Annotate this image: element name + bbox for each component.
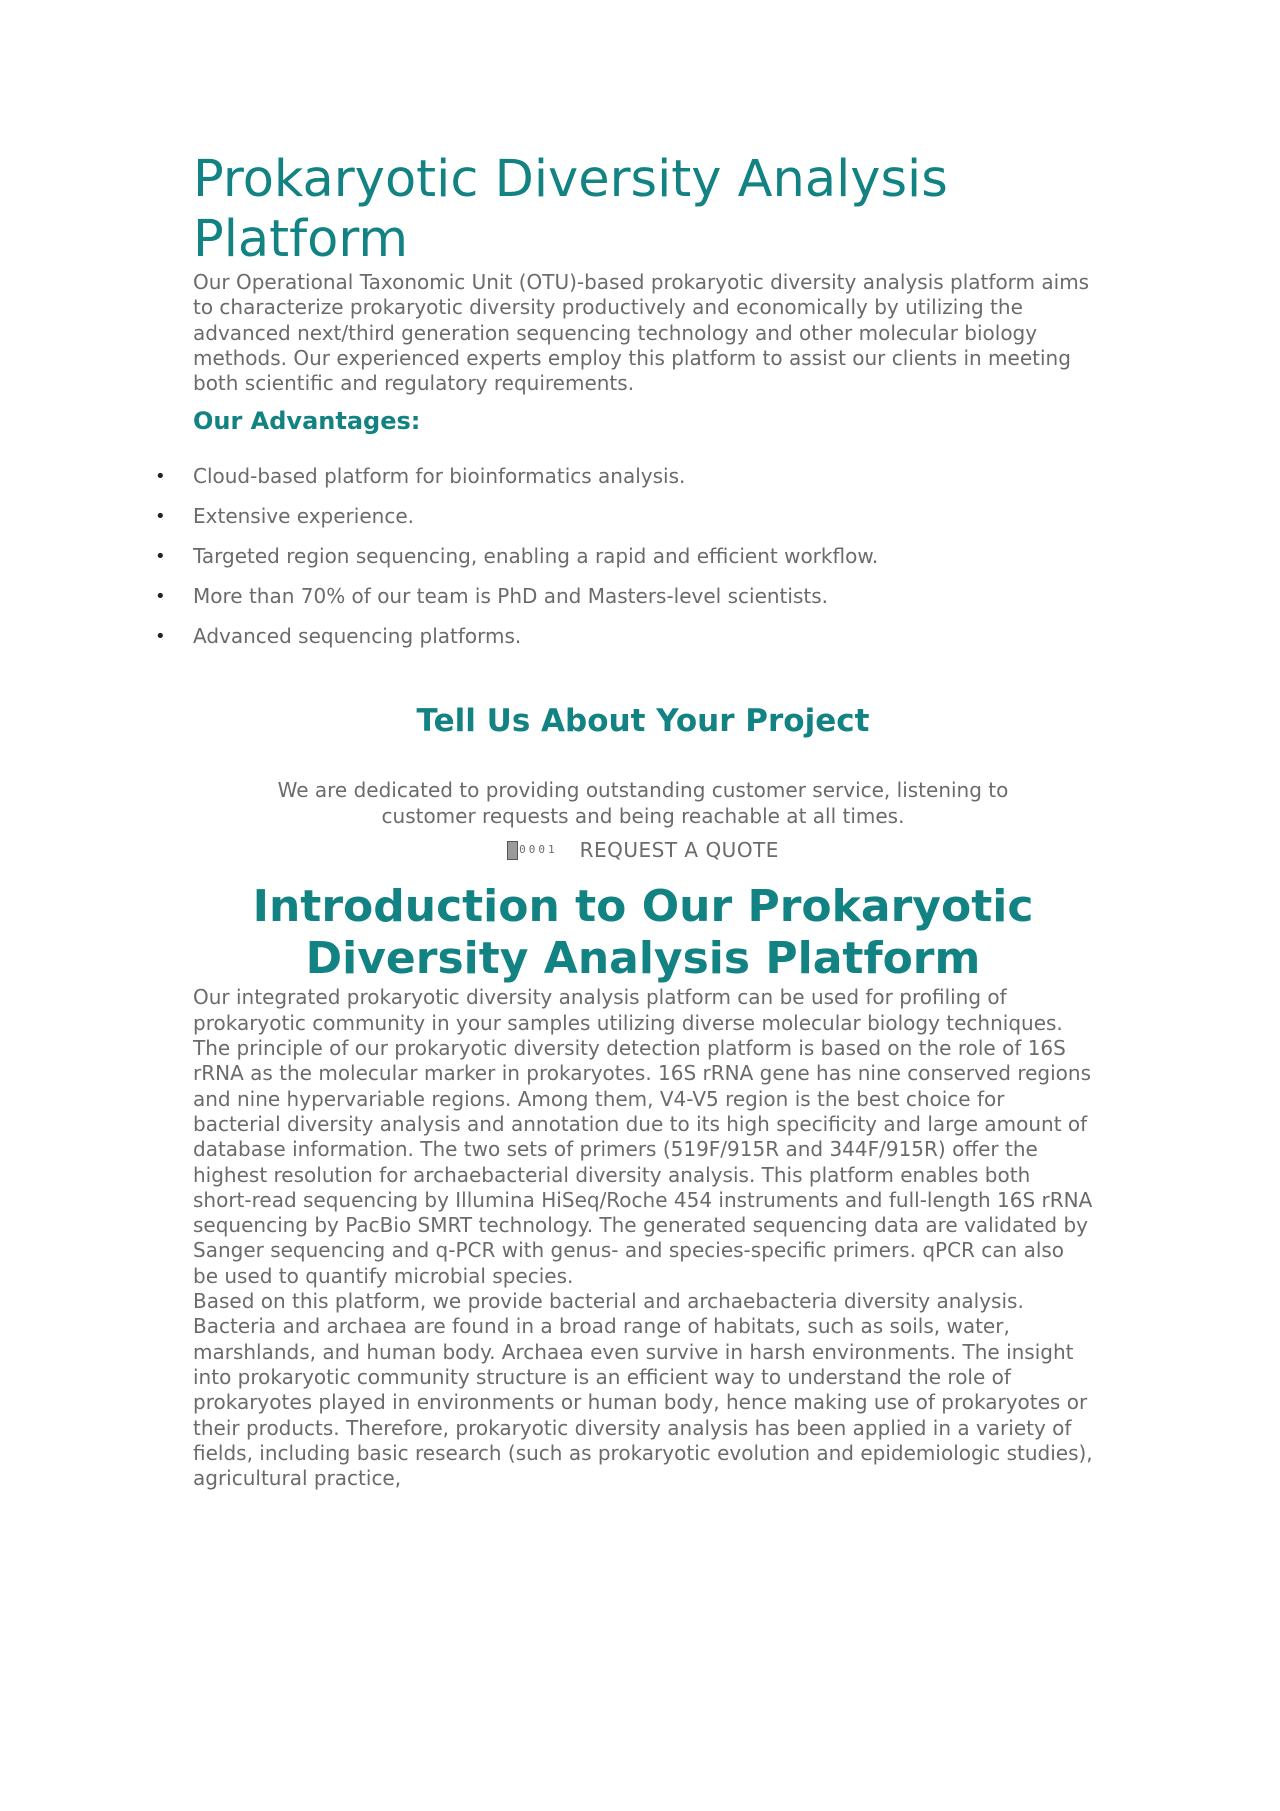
glyph-code: 0001 <box>519 843 558 857</box>
bullet-icon: • <box>155 626 166 648</box>
list-item <box>155 464 1093 489</box>
bullet-icon: • <box>155 466 166 488</box>
bullet-icon: • <box>155 506 166 528</box>
bullet-icon: • <box>155 546 166 568</box>
bullet-icon: • <box>155 586 166 608</box>
list-item <box>155 624 1093 649</box>
project-cta-section <box>193 701 1093 863</box>
page-title: Prokaryotic Diversity Analysis Platform <box>193 150 948 269</box>
advantages-list <box>155 464 1093 649</box>
document-page <box>155 150 1093 1491</box>
cta-text: We are dedicated to providing outstanding customer service, listening to customer requests and being reachable at all times. <box>277 778 1009 829</box>
introduction-heading: Introduction to Our Prokaryotic Diversity Analysis Platform <box>252 881 1034 985</box>
list-item-text: Cloud-based platform for bioinformatics analysis. <box>193 464 686 489</box>
cta-heading: Tell Us About Your Project <box>416 703 870 740</box>
request-quote-row <box>193 837 1093 863</box>
introduction-paragraph-1: Our integrated prokaryotic diversity analysis platform can be used for profiling of prokaryotic community in your samples utilizing diverse molecular biology techniques. The principle of our prokaryotic diversity detection platform is based on the role of 16S rRNA as the molecular marker in prokaryotes. 16S rRNA gene has nine conserved regions and nine hypervariable regions. Among them, V4-V5 region is the best choice for bacterial diversity analysis and annotation due to its high specificity and large amount of database information. The two sets of primers (519F/915R and 344F/915R) offer the highest resolution for archaebacterial diversity analysis. This platform enables both short-read sequencing by Illumina HiSeq/Roche 454 instruments and full-length 16S rRNA sequencing by PacBio SMRT technology. The generated sequencing data are validated by Sanger sequencing and q-PCR with genus- and species-specific primers. qPCR can also be used to quantify microbial species. <box>193 985 1093 1288</box>
intro-paragraph: Our Operational Taxonomic Unit (OTU)-based prokaryotic diversity analysis platform aims to characterize prokaryotic diversity productively and economically by utilizing the advanced next/third generation sequencing technology and other molecular biology methods. Our experienced experts employ this platform to assist our clients in meeting both scientific and regulatory requirements. <box>193 270 1090 396</box>
introduction-paragraph-2: Based on this platform, we provide bacterial and archaebacteria diversity analysis. Bacteria and archaea are found in a broad range of habitats, such as soils, water, marshlands, and human body. Archaea even survive in harsh environments. The insight into prokaryotic community structure is an efficient way to understand the role of prokaryotes played in environments or human body, hence making use of prokaryotes or their products. Therefore, prokaryotic diversity analysis has been applied in a variety of fields, including basic research (such as prokaryotic evolution and epidemiologic studies), agricultural practice, <box>193 1289 1093 1491</box>
missing-glyph-icon <box>507 837 558 863</box>
list-item <box>155 544 1093 569</box>
list-item-text: Targeted region sequencing, enabling a rapid and efficient workflow. <box>193 544 879 569</box>
advantages-heading: Our Advantages: <box>193 407 421 436</box>
list-item-text: Advanced sequencing platforms. <box>193 624 522 649</box>
list-item-text: Extensive experience. <box>193 504 414 529</box>
glyph-box-icon <box>507 841 518 860</box>
request-quote-button[interactable]: REQUEST A QUOTE <box>579 838 779 863</box>
list-item <box>155 504 1093 529</box>
list-item <box>155 584 1093 609</box>
list-item-text: More than 70% of our team is PhD and Masters-level scientists. <box>193 584 828 609</box>
